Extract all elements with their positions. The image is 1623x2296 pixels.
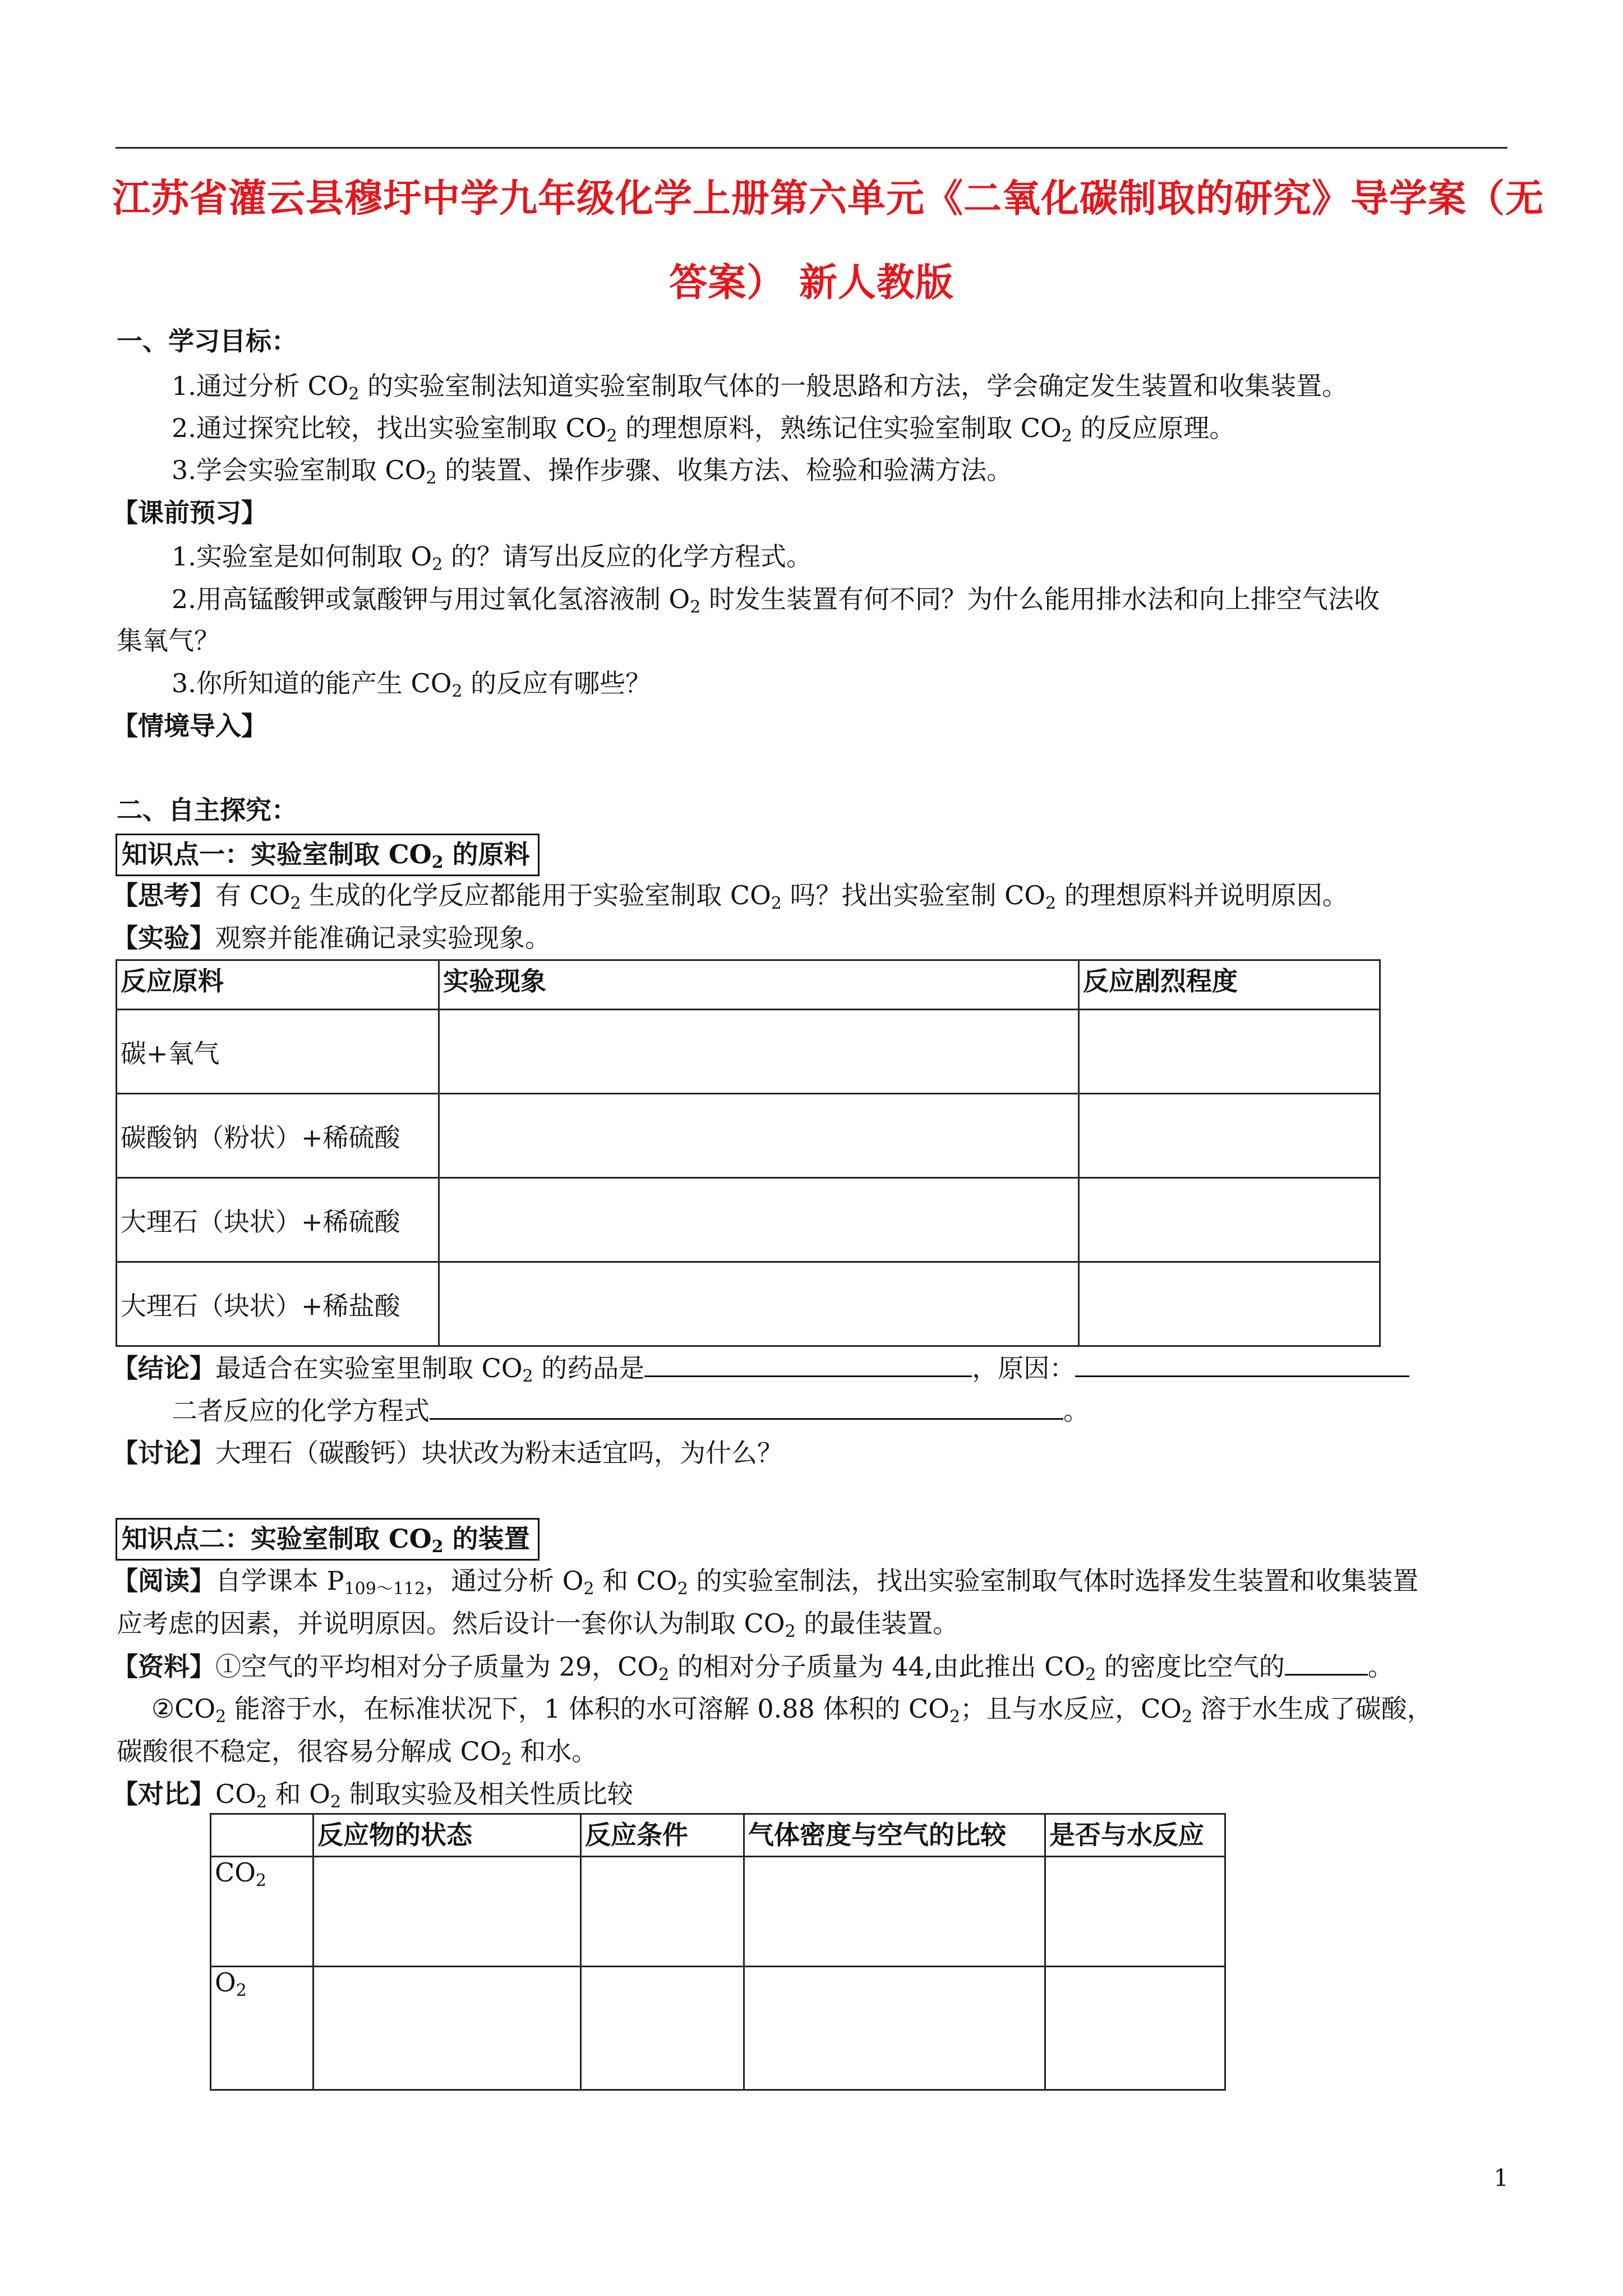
material-line-2: $②CO_2$ 能溶于水，在标准状况下，1 体积的水可溶解 0.88 体积的 $CO_2$；且与水反应，$CO_2$ 溶于水生成了碳酸， <box>151 1694 1433 1727</box>
table2-header-state: 反应物的状态 <box>313 1814 581 1857</box>
table1-row-material: 大理石（块状）+稀硫酸 <box>117 1178 439 1262</box>
read-prompt-cont: 应考虑的因素，并说明原因。然后设计一套你认为制取 $CO_2$ 的最佳装置。 <box>117 1608 959 1641</box>
preview-item-3: 3.你所知道的能产生 $CO_2$ 的反应有哪些？ <box>172 668 652 701</box>
table2-header-blank <box>211 1814 313 1857</box>
conclusion-line: 【结论】最适合在实验室里制取 $CO_2$ 的药品是 ，原因： <box>112 1351 1409 1385</box>
table1-row-material: 大理石（块状）+稀盐酸 <box>117 1262 439 1346</box>
table2-row-o2: $O_2$ <box>211 1967 313 2090</box>
table2-row-co2: $CO_2$ <box>211 1857 313 1967</box>
table1-answer-cell[interactable] <box>439 1178 1079 1262</box>
discussion-prompt: 【讨论】大理石（碳酸钙）块状改为粉末适宜吗，为什么？ <box>112 1438 783 1468</box>
table2-header-water: 是否与水反应 <box>1045 1814 1225 1857</box>
equation-line: 二者反应的化学方程式 。 <box>172 1393 1089 1428</box>
conclusion-blank-reason[interactable] <box>1075 1351 1409 1377</box>
equation-blank[interactable] <box>430 1393 1063 1420</box>
scenario-heading: 【情境导入】 <box>112 711 267 741</box>
table1-answer-cell[interactable] <box>439 1010 1079 1094</box>
table1-answer-cell[interactable] <box>1079 1262 1380 1346</box>
document-title-line2: 答案） 新人教版 <box>669 260 954 305</box>
think-prompt: 【思考】有 $CO_2$ 生成的化学反应都能用于实验室制取 $CO_2$ 吗？找出实验室制 $CO_2$ 的理想原料并说明原因。 <box>112 880 1348 913</box>
table2-answer-cell[interactable] <box>744 1857 1045 1967</box>
page-number: 1 <box>1493 2164 1509 2192</box>
table1-answer-cell[interactable] <box>439 1094 1079 1178</box>
preview-item-2: 2.用高锰酸钾或氯酸钾与用过氧化氢溶液制 $O_2$ 时发生装置有何不同？为什么能用排水法和向上排空气法收 <box>172 584 1380 617</box>
preview-item-1: 1.实验室是如何制取 $O_2$ 的？请写出反应的化学方程式。 <box>172 541 812 574</box>
experiment-table <box>116 959 1381 1347</box>
table2-answer-cell[interactable] <box>581 1967 744 2090</box>
knowledge-point-1-label: 知识点一：实验室制取 $CO_2$ 的原料 <box>116 834 540 876</box>
comparison-table <box>210 1813 1226 2091</box>
table2-answer-cell[interactable] <box>1045 1857 1225 1967</box>
read-prompt: 【阅读】自学课本 $P_{109\sim 112}$，通过分析 $O_2$ 和 $CO_2$ 的实验室制法，找出实验室制取气体时选择发生装置和收集装置 <box>112 1566 1419 1599</box>
table2-header-condition: 反应条件 <box>581 1814 744 1857</box>
table1-row-material: 碳+氧气 <box>117 1010 439 1094</box>
table2-answer-cell[interactable] <box>1045 1967 1225 2090</box>
table1-answer-cell[interactable] <box>1079 1010 1380 1094</box>
table1-header-phenomenon: 实验现象 <box>439 960 1079 1010</box>
table1-header-material: 反应原料 <box>117 960 439 1010</box>
compare-prompt: 【对比】$CO_2$ 和 $O_2$ 制取实验及相关性质比较 <box>112 1779 633 1812</box>
section1-heading: 一、学习目标： <box>117 326 297 356</box>
table2-header-density: 气体密度与空气的比较 <box>744 1814 1045 1857</box>
density-blank[interactable] <box>1285 1649 1368 1676</box>
goal-1: 1.通过分析 $CO_2$ 的实验室制法知道实验室制取气体的一般思路和方法，学会确定发生装置和收集装置。 <box>172 371 1348 404</box>
preview-item-2-cont: 集氧气？ <box>117 625 220 656</box>
section2-heading: 二、自主探究： <box>117 795 297 825</box>
material-line-1: 【资料】①空气的平均相对分子质量为 29，$CO_2$ 的相对分子质量为 44,由此推出 $CO_2$ 的密度比空气的 。 <box>112 1649 1394 1683</box>
knowledge-point-2-label: 知识点二：实验室制取 $CO_2$ 的装置 <box>116 1518 540 1561</box>
goal-2: 2.通过探究比较，找出实验室制取 $CO_2$ 的理想原料，熟练记住实验室制取 $CO_2$ 的反应原理。 <box>172 413 1235 446</box>
header-rule <box>116 147 1507 149</box>
table2-answer-cell[interactable] <box>581 1857 744 1967</box>
table1-row-material: 碳酸钠（粉状）+稀硫酸 <box>117 1094 439 1178</box>
document-title-line1: 江苏省灌云县穆圩中学九年级化学上册第六单元《二氧化碳制取的研究》导学案（无 <box>112 176 1544 221</box>
table1-header-intensity: 反应剧烈程度 <box>1079 960 1380 1010</box>
table2-answer-cell[interactable] <box>744 1967 1045 2090</box>
experiment-prompt: 【实验】观察并能准确记录实验现象。 <box>112 923 551 953</box>
conclusion-blank-reagent[interactable] <box>644 1351 972 1377</box>
preview-heading: 【课前预习】 <box>112 498 267 528</box>
table2-answer-cell[interactable] <box>313 1967 581 2090</box>
table1-answer-cell[interactable] <box>1079 1094 1380 1178</box>
table2-answer-cell[interactable] <box>313 1857 581 1967</box>
table1-answer-cell[interactable] <box>439 1262 1079 1346</box>
goal-3: 3.学会实验室制取 $CO_2$ 的装置、操作步骤、收集方法、检验和验满方法。 <box>172 455 1013 488</box>
table1-answer-cell[interactable] <box>1079 1178 1380 1262</box>
material-line-3: 碳酸很不稳定，很容易分解成 $CO_2$ 和水。 <box>117 1736 598 1769</box>
